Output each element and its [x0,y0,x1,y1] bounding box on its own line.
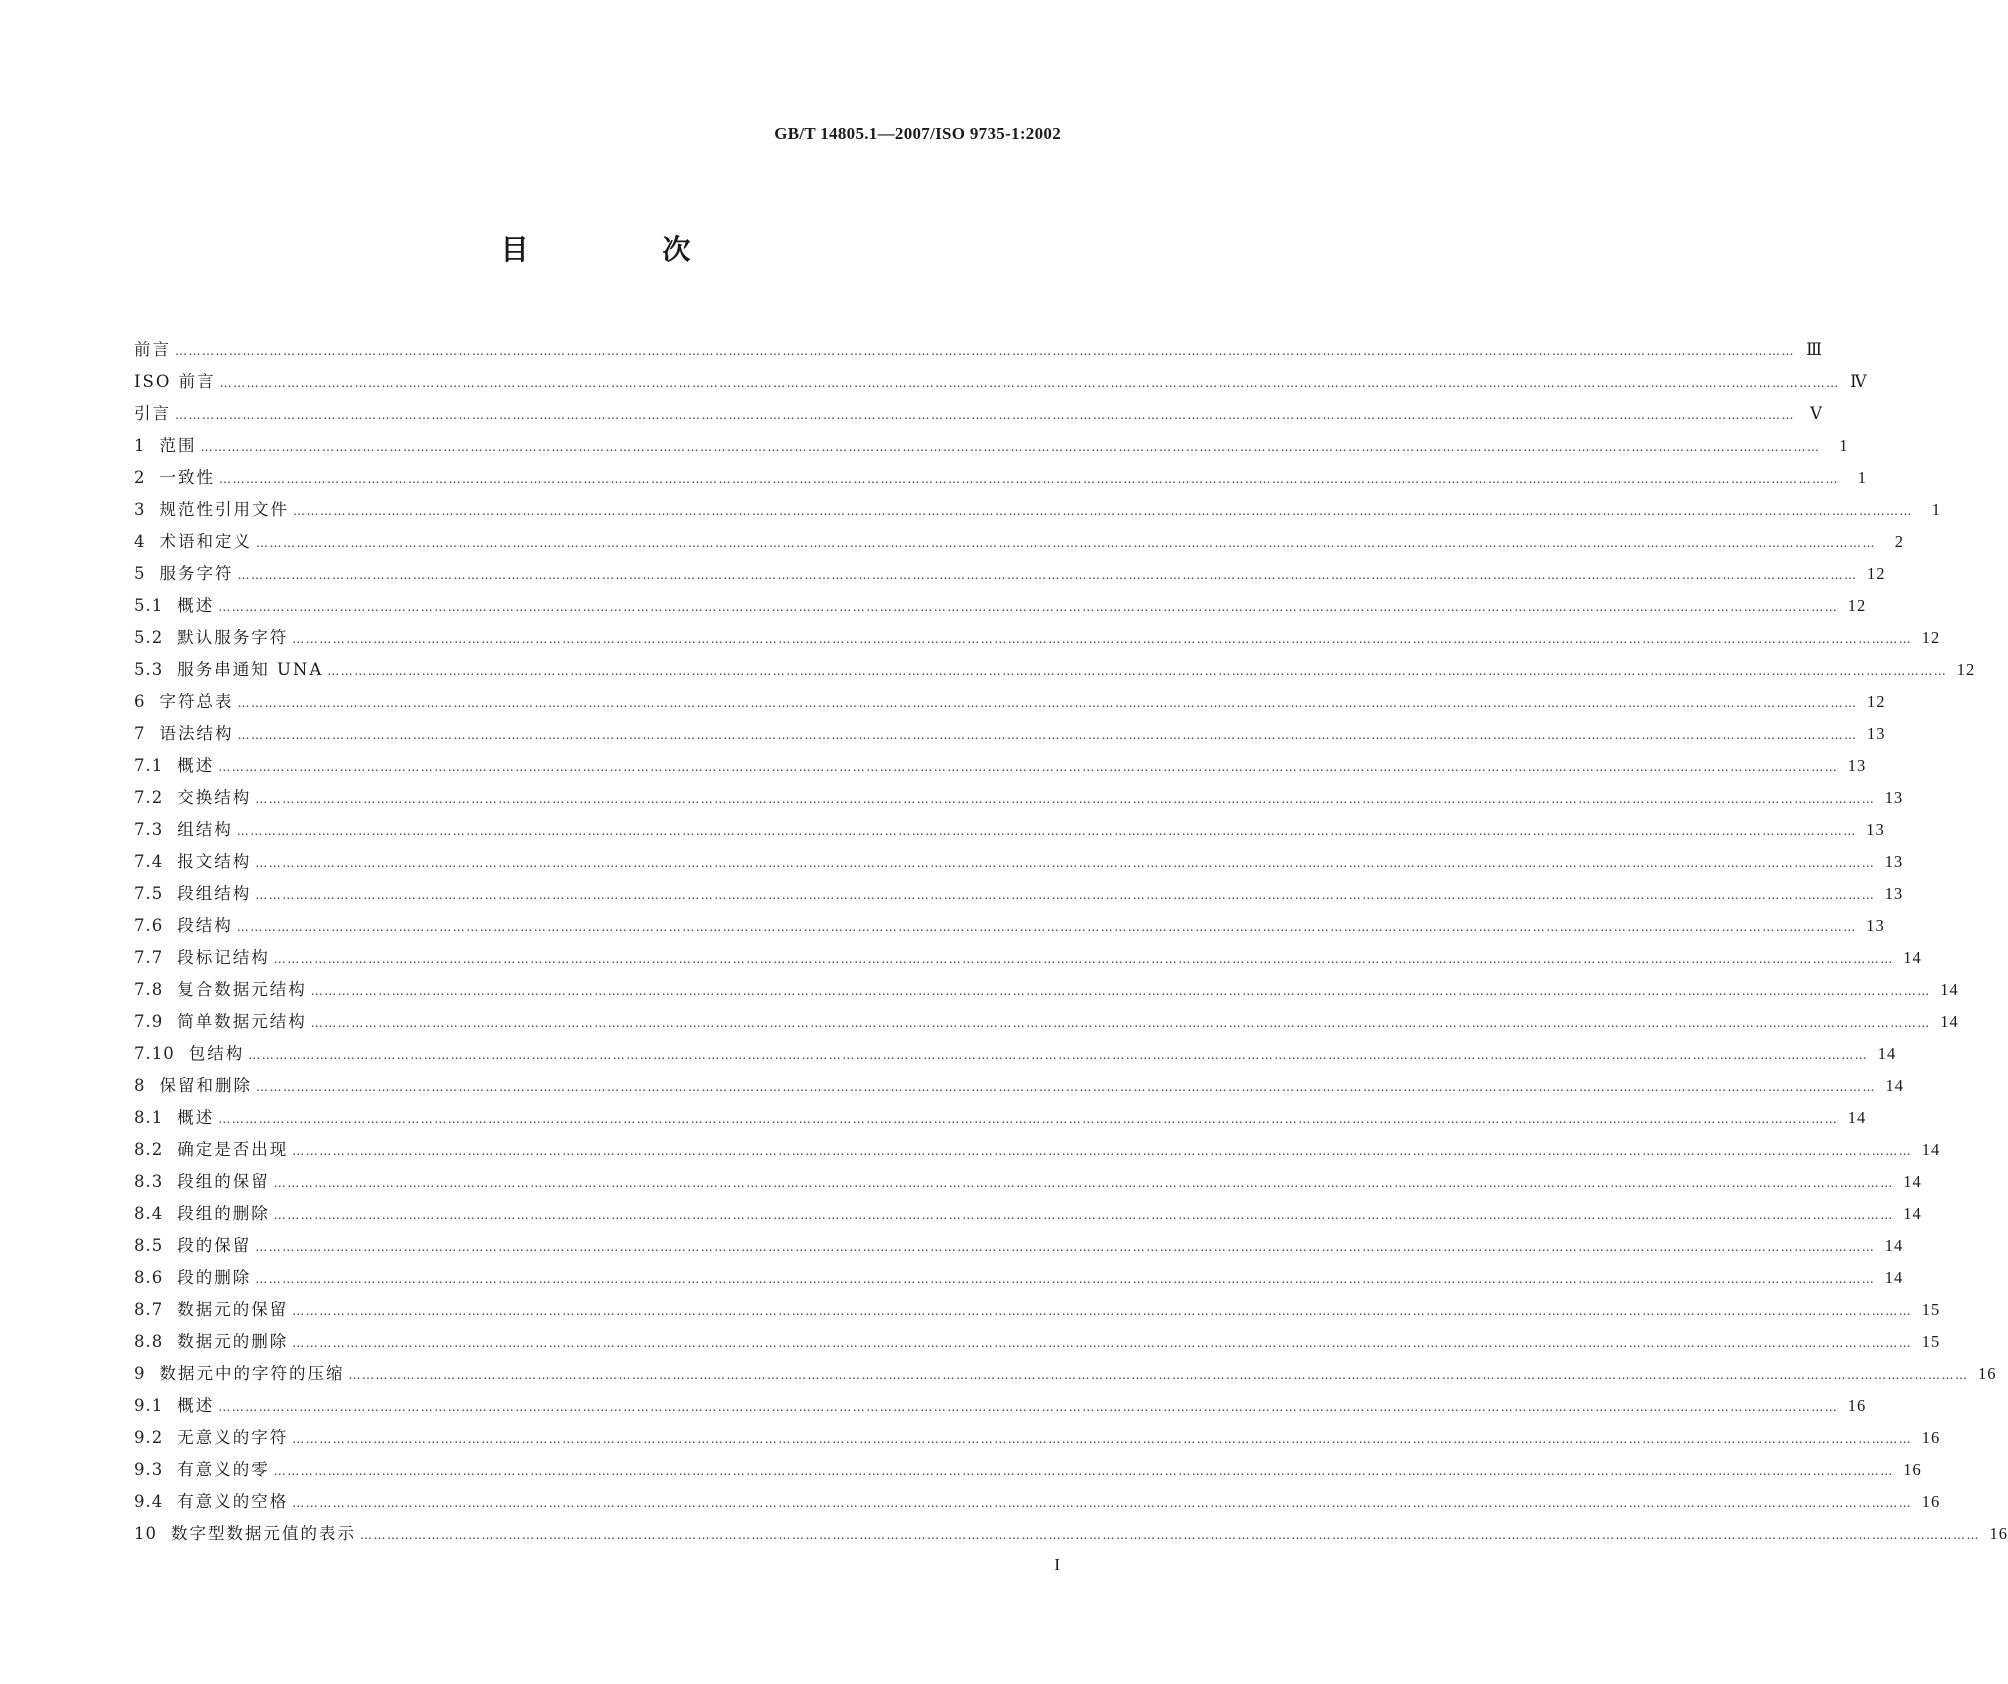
toc-entry-page: Ⅴ [1810,404,1823,423]
toc-entry-page: 12 [1921,628,1941,647]
toc-entry-page: 16 [1903,1460,1922,1479]
toc-entry-title: ISO 前言 [134,372,216,391]
toc-entry[interactable] [134,1390,1867,1422]
toc-entry-title: 一致性 [159,468,215,487]
toc-entry[interactable] [134,942,1922,974]
toc-entry-title: 无意义的字符 [177,1428,289,1447]
dot-leader: ……………………………………………………………………………………………………………………………………………………………………………………………………………………………………………………………………………………………………………………………… [292,1336,1913,1350]
dot-leader: ……………………………………………………………………………………………………………………………………………………………………………………………………………………………………………………………………………………………………………………………… [256,1080,1876,1094]
toc-entry-number: 9.4 [134,1492,164,1511]
toc-entry-page: 12 [1847,596,1867,615]
toc-entry-title: 范围 [159,436,197,455]
toc-entry-title: 概述 [177,1108,215,1127]
dot-leader: ……………………………………………………………………………………………………………………………………………………………………………………………………………………………………………………………………………………………………………………………… [255,1272,1876,1286]
toc-entry-page: 13 [1884,788,1904,807]
dot-leader: ……………………………………………………………………………………………………………………………………………………………………………………………………………………………………………………………………………………………………………………………… [360,1528,1980,1542]
toc-entry[interactable] [134,334,1823,366]
toc-entry-page: 13 [1867,724,1886,743]
toc-entry-number: 7.3 [134,820,164,839]
toc-entry-title: 简单数据元结构 [177,1012,307,1031]
toc-entry-title: 包结构 [188,1044,245,1063]
toc-entry-title: 组结构 [177,820,233,839]
dot-leader: ……………………………………………………………………………………………………………………………………………………………………………………………………………………………………………………………………………………………………………………………… [218,760,1839,774]
dot-leader: ……………………………………………………………………………………………………………………………………………………………………………………………………………………………………………………………………………………………………………………………… [218,600,1839,614]
dot-leader: ……………………………………………………………………………………………………………………………………………………………………………………………………………………………………………………………………………………………………………………………… [292,632,1913,646]
dot-leader: ……………………………………………………………………………………………………………………………………………………………………………………………………………………………………………………………………………………………………………………………… [255,792,1876,806]
toc-entry[interactable] [134,1134,1941,1166]
toc-entry-page: 14 [1884,1236,1904,1255]
dot-leader: ……………………………………………………………………………………………………………………………………………………………………………………………………………………………………………………………………………………………………………………………… [175,344,1795,358]
toc-entry-number: 5.2 [134,628,164,647]
dot-leader: ……………………………………………………………………………………………………………………………………………………………………………………………………………………………………………………………………………………………………………………………… [273,952,1894,966]
toc-entry-number: 8.7 [134,1300,164,1319]
standard-code-header: GB/T 14805.1—2007/ISO 9735-1:2002 [774,124,1061,143]
toc-entry[interactable] [134,1166,1922,1198]
toc-entry-title: 服务字符 [159,564,234,583]
toc-entry-title: 段组的删除 [177,1204,270,1223]
dot-leader: ……………………………………………………………………………………………………………………………………………………………………………………………………………………………………………………………………………………………………………………………… [218,1400,1839,1414]
dot-leader: ……………………………………………………………………………………………………………………………………………………………………………………………………………………………………………………………………………………………………………………………… [200,440,1821,454]
toc-entry-title: 前言 [134,340,171,359]
toc-entry-number: 6 [134,692,146,711]
dot-leader: ……………………………………………………………………………………………………………………………………………………………………………………………………………………………………………………………………………………………………………………………… [292,1304,1913,1318]
toc-entry-title: 段组的保留 [177,1172,270,1191]
toc-entry-number: 8.3 [134,1172,164,1191]
dot-leader: ……………………………………………………………………………………………………………………………………………………………………………………………………………………………………………………………………………………………………………………………… [273,1176,1894,1190]
toc-entry-title: 概述 [177,596,215,615]
toc-entry[interactable] [134,398,1823,430]
dot-leader: ……………………………………………………………………………………………………………………………………………………………………………………………………………………………………………………………………………………………………………………………… [236,920,1857,934]
toc-entry-number: 9.2 [134,1428,164,1447]
toc-entry-number: 5.1 [134,596,164,615]
toc-entry-page: 14 [1884,1268,1904,1287]
toc-entry-page: 14 [1940,980,1959,999]
dot-leader: ……………………………………………………………………………………………………………………………………………………………………………………………………………………………………………………………………………………………………………………………… [248,1048,1869,1062]
toc-entry-number: 7 [134,724,146,743]
toc-entry-number: 8.1 [134,1108,164,1127]
dot-leader: ……………………………………………………………………………………………………………………………………………………………………………………………………………………………………………………………………………………………………………………………… [273,1464,1894,1478]
toc-entry-title: 交换结构 [177,788,252,807]
toc-entry-page: 1 [1931,500,1941,519]
toc-entry-number: 9.3 [134,1460,164,1479]
toc-entry-page: 16 [1921,1428,1941,1447]
toc-entry-page: 1 [1857,468,1867,487]
toc-entry-page: 13 [1884,884,1904,903]
toc-entry-title: 引言 [134,404,171,423]
toc-entry[interactable] [134,590,1867,622]
toc-entry-page: 13 [1866,820,1885,839]
toc-entry-number: 9.1 [134,1396,164,1415]
toc-entry[interactable] [134,846,1904,878]
toc-entry[interactable] [134,462,1867,494]
toc-entry[interactable] [134,1294,1941,1326]
toc-entry-number: 9 [134,1364,146,1383]
toc-entry[interactable] [134,1006,1959,1038]
toc-entry-number: 7.4 [134,852,164,871]
toc-entry-page: 14 [1903,1204,1922,1223]
page-number: I [1054,1555,1060,1574]
toc-entry-title: 报文结构 [177,852,252,871]
toc-entry-title: 数据元的保留 [177,1300,289,1319]
toc-entry[interactable] [134,654,1976,686]
toc-entry-page: 16 [1989,1524,2008,1543]
toc-entry-number: 7.2 [134,788,164,807]
toc-entry-number: 8 [134,1076,146,1095]
toc-entry-title: 段的保留 [177,1236,252,1255]
toc-entry-number: 8.2 [134,1140,164,1159]
dot-leader: ……………………………………………………………………………………………………………………………………………………………………………………………………………………………………………………………………………………………………………………………… [218,1112,1839,1126]
toc-entry[interactable] [134,1326,1941,1358]
toc-entry-number: 1 [134,436,146,455]
toc-entry-title: 术语和定义 [159,532,252,551]
toc-entry-page: 14 [1877,1044,1897,1063]
toc-entry[interactable] [134,366,1868,398]
toc-entry-number: 7.10 [134,1044,175,1063]
toc-entry-title: 字符总表 [159,692,234,711]
toc-entry-title: 规范性引用文件 [159,500,289,519]
toc-entry-number: 5 [134,564,146,583]
toc-entry-page: 12 [1867,692,1886,711]
toc-entry-number: 2 [134,468,146,487]
toc-entry-title: 复合数据元结构 [177,980,307,999]
dot-leader: ……………………………………………………………………………………………………………………………………………………………………………………………………………………………………………………………………………………………………………………………… [348,1368,1969,1382]
toc-entry-page: 14 [1903,1172,1922,1191]
dot-leader: ……………………………………………………………………………………………………………………………………………………………………………………………………………………………………………………………………………………………………………………………… [255,888,1876,902]
toc-entry[interactable] [134,526,1904,558]
toc-entry-number: 7.7 [134,948,164,967]
toc-entry[interactable] [134,1230,1904,1262]
toc-entry[interactable] [134,750,1867,782]
toc-entry[interactable] [134,622,1941,654]
toc-entry-number: 8.6 [134,1268,164,1287]
toc-entry-number: 7.1 [134,756,164,775]
dot-leader: ……………………………………………………………………………………………………………………………………………………………………………………………………………………………………………………………………………………………………………………………… [327,664,1948,678]
toc-entry-number: 7.9 [134,1012,164,1031]
toc-entry-title: 有意义的空格 [177,1492,289,1511]
toc-entry[interactable] [134,1454,1922,1486]
toc-entry-title: 默认服务字符 [177,628,289,647]
toc-entry-title: 服务串通知 UNA [177,660,324,679]
dot-leader: ……………………………………………………………………………………………………………………………………………………………………………………………………………………………………………………………………………………………………………………………… [219,472,1839,486]
toc-entry-page: 13 [1847,756,1867,775]
toc-entry[interactable] [134,558,1886,590]
toc-entry[interactable] [134,814,1885,846]
dot-leader: ……………………………………………………………………………………………………………………………………………………………………………………………………………………………………………………………………………………………………………………………… [237,728,1858,742]
toc-entry-page: 14 [1847,1108,1867,1127]
toc-entry[interactable] [134,974,1959,1006]
toc-entry[interactable] [134,430,1849,462]
toc-entry[interactable] [134,1358,1997,1390]
toc-entry-title: 概述 [177,756,215,775]
toc-entry[interactable] [134,878,1904,910]
toc-entry-page: 14 [1903,948,1922,967]
toc-entry-number: 7.5 [134,884,164,903]
toc-entry-page: Ⅳ [1850,372,1868,391]
toc-entry-page: 12 [1867,564,1886,583]
toc-entry-title: 段标记结构 [177,948,270,967]
toc-entry-page: 2 [1894,532,1904,551]
toc-entry-page: 1 [1839,436,1849,455]
toc-entry[interactable] [134,1070,1904,1102]
toc-entry-title: 段的删除 [177,1268,252,1287]
dot-leader: ……………………………………………………………………………………………………………………………………………………………………………………………………………………………………………………………………………………………………………………………… [310,1016,1931,1030]
toc-entry-page: 14 [1940,1012,1959,1031]
toc-entry-page: 16 [1921,1492,1941,1511]
toc-entry[interactable] [134,494,1941,526]
toc-entry[interactable] [134,1422,1941,1454]
toc-entry-title: 数字型数据元值的表示 [171,1524,356,1543]
dot-leader: ……………………………………………………………………………………………………………………………………………………………………………………………………………………………………………………………………………………………………………………………… [237,568,1858,582]
table-of-contents [134,334,2008,1550]
toc-entry-page: 15 [1921,1300,1941,1319]
toc-entry-number: 5.3 [134,660,164,679]
dot-leader: ……………………………………………………………………………………………………………………………………………………………………………………………………………………………………………………………………………………………………………………………… [175,408,1795,422]
toc-entry-title: 段结构 [177,916,233,935]
dot-leader: ……………………………………………………………………………………………………………………………………………………………………………………………………………………………………………………………………………………………………………………………… [219,376,1840,390]
toc-entry[interactable] [134,1518,2008,1550]
toc-entry[interactable] [134,910,1885,942]
toc-entry-number: 7.6 [134,916,164,935]
toc-entry[interactable] [134,686,1886,718]
page-title: 目 次 [500,233,753,266]
toc-entry-number: 7.8 [134,980,164,999]
toc-entry-title: 段组结构 [177,884,252,903]
toc-entry-title: 数据元的删除 [177,1332,289,1351]
dot-leader: ……………………………………………………………………………………………………………………………………………………………………………………………………………………………………………………………………………………………………………………………… [255,856,1876,870]
toc-entry-number: 8.4 [134,1204,164,1223]
toc-entry[interactable] [134,1102,1867,1134]
dot-leader: ……………………………………………………………………………………………………………………………………………………………………………………………………………………………………………………………………………………………………………………………… [256,536,1876,550]
toc-entry-title: 保留和删除 [159,1076,252,1095]
toc-entry-number: 10 [134,1524,157,1543]
dot-leader: ……………………………………………………………………………………………………………………………………………………………………………………………………………………………………………………………………………………………………………………………… [292,1496,1913,1510]
toc-entry[interactable] [134,1262,1904,1294]
toc-entry[interactable] [134,782,1904,814]
toc-entry-title: 有意义的零 [177,1460,270,1479]
toc-entry-page: 16 [1978,1364,1997,1383]
toc-entry-title: 数据元中的字符的压缩 [159,1364,345,1383]
toc-entry-title: 确定是否出现 [177,1140,289,1159]
toc-entry-page: 13 [1884,852,1904,871]
dot-leader: ……………………………………………………………………………………………………………………………………………………………………………………………………………………………………………………………………………………………………………………………… [293,504,1913,518]
toc-entry[interactable] [134,1038,1897,1070]
toc-entry-page: 13 [1866,916,1885,935]
toc-entry-page: 14 [1885,1076,1904,1095]
toc-entry-number: 8.5 [134,1236,164,1255]
dot-leader: ……………………………………………………………………………………………………………………………………………………………………………………………………………………………………………………………………………………………………………………………… [292,1144,1913,1158]
toc-entry-number: 4 [134,532,146,551]
dot-leader: ……………………………………………………………………………………………………………………………………………………………………………………………………………………………………………………………………………………………………………………………… [237,696,1858,710]
toc-entry-number: 3 [134,500,146,519]
toc-entry[interactable] [134,718,1886,750]
toc-entry-page: 12 [1956,660,1976,679]
dot-leader: ……………………………………………………………………………………………………………………………………………………………………………………………………………………………………………………………………………………………………………………………… [310,984,1931,998]
dot-leader: ……………………………………………………………………………………………………………………………………………………………………………………………………………………………………………………………………………………………………………………………… [273,1208,1894,1222]
dot-leader: ……………………………………………………………………………………………………………………………………………………………………………………………………………………………………………………………………………………………………………………………… [292,1432,1913,1446]
dot-leader: ……………………………………………………………………………………………………………………………………………………………………………………………………………………………………………………………………………………………………………………………… [255,1240,1876,1254]
toc-entry-number: 8.8 [134,1332,164,1351]
dot-leader: ……………………………………………………………………………………………………………………………………………………………………………………………………………………………………………………………………………………………………………………………… [236,824,1857,838]
toc-entry-page: 14 [1921,1140,1941,1159]
toc-entry-title: 语法结构 [159,724,234,743]
toc-entry-page: 15 [1921,1332,1941,1351]
toc-entry[interactable] [134,1198,1922,1230]
toc-entry-page: 16 [1847,1396,1867,1415]
toc-entry-title: 概述 [177,1396,215,1415]
toc-entry[interactable] [134,1486,1941,1518]
toc-entry-page: Ⅲ [1806,340,1823,359]
